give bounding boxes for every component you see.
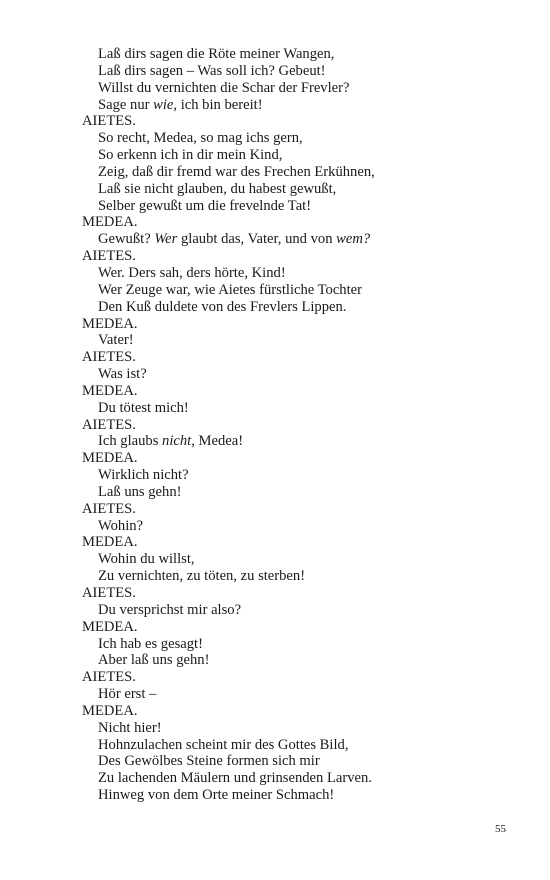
text-segment: AIETES. xyxy=(82,500,136,517)
text-segment: Ich hab es gesagt! xyxy=(98,635,203,652)
emphasis: wem? xyxy=(336,231,371,248)
text-segment: MEDEA. xyxy=(82,214,138,231)
text-segment: Laß dirs sagen – Was soll ich? Gebeut! xyxy=(98,62,326,79)
text-segment: Hör erst – xyxy=(98,686,157,703)
text-segment: Gewußt? xyxy=(98,231,155,248)
text-segment: AIETES. xyxy=(82,585,136,601)
speaker-name xyxy=(82,248,482,265)
speaker-name xyxy=(82,669,482,686)
verse-line xyxy=(82,63,482,80)
text-segment: Wirklich nicht? xyxy=(98,467,189,484)
text-segment: AIETES. xyxy=(82,416,136,433)
verse-line xyxy=(82,366,482,383)
verse-line xyxy=(82,787,482,804)
speaker-name xyxy=(82,501,482,518)
speaker-name xyxy=(82,113,482,130)
text-segment: Medea! xyxy=(194,433,244,450)
text-segment: Du tötest mich! xyxy=(98,399,189,416)
text-segment: Hohnzulachen scheint mir des Gottes Bild, xyxy=(98,736,349,753)
verse-line xyxy=(82,198,482,215)
text-segment: ich bin bereit! xyxy=(177,96,263,113)
text-segment: Laß sie nicht glauben, du habest gewußt, xyxy=(98,180,337,197)
emphasis: nicht, xyxy=(162,433,195,450)
text-segment: So erkenn ich in dir mein Kind, xyxy=(98,147,283,164)
text-segment: Des Gewölbes Steine formen sich mir xyxy=(98,753,320,770)
verse-line xyxy=(82,686,482,703)
verse-line xyxy=(82,282,482,299)
verse-line xyxy=(82,164,482,181)
verse-line xyxy=(82,181,482,198)
verse-line xyxy=(82,332,482,349)
text-segment: MEDEA. xyxy=(82,315,138,332)
text-segment: MEDEA. xyxy=(82,534,138,551)
text-segment: Laß uns gehn! xyxy=(98,483,182,500)
text-segment: Den Kuß duldete von des Frevlers Lippen. xyxy=(98,298,347,315)
text-segment: Sage nur xyxy=(98,96,154,113)
text-segment: Laß dirs sagen die Röte meiner Wangen, xyxy=(98,46,335,62)
verse-line xyxy=(82,602,482,619)
speaker-name xyxy=(82,619,482,636)
text-segment: Nicht hier! xyxy=(98,719,162,736)
text-segment: Wer. Ders sah, ders hörte, Kind! xyxy=(98,264,286,281)
verse-line xyxy=(82,433,482,450)
text-segment: Vater! xyxy=(98,332,134,349)
text-segment: AIETES. xyxy=(82,349,136,366)
verse-line xyxy=(82,753,482,770)
speaker-name xyxy=(82,534,482,551)
verse-line xyxy=(82,46,482,63)
text-segment: MEDEA. xyxy=(82,702,138,719)
text-segment: Selber gewußt um die frevelnde Tat! xyxy=(98,197,312,214)
speaker-name xyxy=(82,214,482,231)
verse-line xyxy=(82,299,482,316)
speaker-name xyxy=(82,585,482,602)
verse-line xyxy=(82,652,482,669)
text-segment: Hinweg von dem Orte meiner Schmach! xyxy=(98,787,335,804)
speaker-name xyxy=(82,703,482,720)
text-segment: AIETES. xyxy=(82,248,136,265)
verse-line xyxy=(82,551,482,568)
speaker-name xyxy=(82,417,482,434)
verse-line xyxy=(82,568,482,585)
emphasis: Wer xyxy=(154,231,178,248)
text-segment: Aber laß uns gehn! xyxy=(98,652,210,669)
verse-line xyxy=(82,130,482,147)
verse-line xyxy=(82,636,482,653)
speaker-name xyxy=(82,316,482,333)
verse-line xyxy=(82,80,482,97)
text-segment: Zu vernichten, zu töten, zu sterben! xyxy=(98,568,306,585)
text-segment: Willst du vernichten die Schar der Frevler? xyxy=(98,79,350,96)
verse-line xyxy=(82,737,482,754)
text-segment: Wohin du willst, xyxy=(98,551,195,568)
speaker-name xyxy=(82,383,482,400)
text-segment: MEDEA. xyxy=(82,450,138,467)
verse-line xyxy=(82,97,482,114)
speaker-name xyxy=(82,349,482,366)
verse-line xyxy=(82,720,482,737)
verse-line xyxy=(82,147,482,164)
emphasis: wie, xyxy=(153,96,178,113)
text-segment: Zu lachenden Mäulern und grinsenden Larven. xyxy=(98,770,372,787)
verse-line xyxy=(82,484,482,501)
text-segment: MEDEA. xyxy=(82,618,138,635)
text-segment: Zeig, daß dir fremd war des Frechen Erkühnen, xyxy=(98,163,375,180)
verse-line xyxy=(82,231,482,248)
text-segment: Wohin? xyxy=(98,517,144,534)
text-segment: Wer Zeuge war, wie Aietes fürstliche Tochter xyxy=(98,281,362,298)
page-number: 55 xyxy=(495,823,506,835)
text-segment: glaubt das, Vater, und von xyxy=(177,231,337,248)
text-segment: Ich glaubs xyxy=(98,433,163,450)
verse-line xyxy=(82,770,482,787)
text-segment: AIETES. xyxy=(82,669,136,686)
verse-line xyxy=(82,265,482,282)
verse-line xyxy=(82,467,482,484)
speaker-name xyxy=(82,450,482,467)
text-segment: So recht, Medea, so mag ichs gern, xyxy=(98,130,303,147)
verse-line xyxy=(82,400,482,417)
text-segment: Was ist? xyxy=(98,366,147,383)
verse-line xyxy=(82,518,482,535)
text-segment: MEDEA. xyxy=(82,382,138,399)
text-segment: AIETES. xyxy=(82,113,136,130)
play-text xyxy=(82,46,482,804)
text-segment: Du versprichst mir also? xyxy=(98,601,242,618)
